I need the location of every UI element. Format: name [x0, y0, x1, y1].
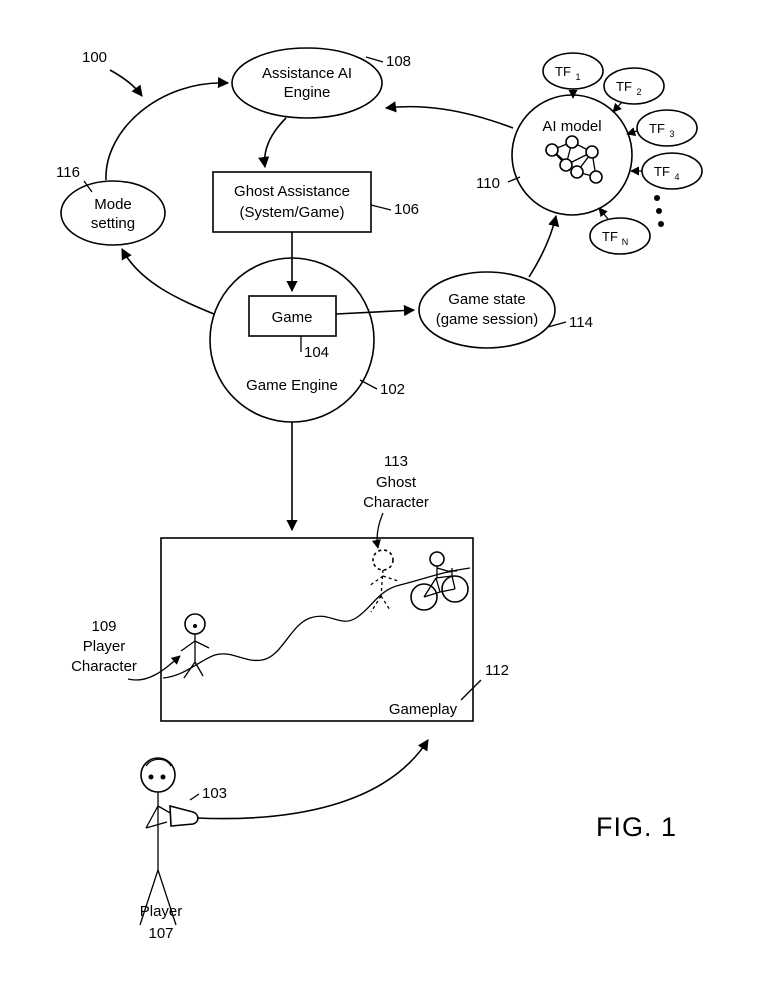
edge-game-engine-to-mode	[122, 249, 214, 314]
ref-116: 116	[56, 164, 80, 181]
node-game-state	[419, 272, 555, 348]
ai-model-label: AI model	[542, 118, 602, 135]
tf-1-base: TF	[555, 64, 571, 79]
game-state-label-line1: Game state	[448, 291, 526, 308]
ghost-character-label-line2: Character	[363, 494, 429, 511]
node-ghost-assistance	[213, 172, 371, 232]
ref-112: 112	[485, 662, 509, 679]
ref-103: 103	[202, 785, 228, 802]
training-feature-2	[604, 68, 664, 104]
ellipsis-dots	[654, 195, 664, 227]
ref-106-leader	[371, 205, 391, 210]
edge-controller-to-gameplay	[197, 740, 428, 819]
mode-setting-label-line1: Mode	[94, 196, 132, 213]
ref-102: 102	[380, 381, 406, 398]
edge-ai-model-to-assistance	[386, 107, 513, 128]
training-feature-1	[543, 53, 603, 89]
ref-104: 104	[304, 344, 330, 361]
game-label: Game	[271, 309, 313, 326]
edge-assistance-to-ghost	[265, 118, 286, 167]
edge-game-state-to-ai-model	[529, 216, 556, 277]
tf-1-sub: 1	[575, 72, 581, 82]
tf-3-base: TF	[649, 121, 665, 136]
controller-shape	[170, 806, 198, 826]
node-ai-model	[512, 95, 632, 215]
ref-108-leader	[366, 57, 383, 62]
training-feature-3	[637, 110, 697, 146]
training-feature-4	[642, 153, 702, 189]
assistance-ai-label-line2: Engine	[283, 84, 331, 101]
player-character-label-line2: Character	[71, 658, 137, 675]
ref-113: 113	[384, 453, 408, 470]
edge-tf2-to-ai	[613, 102, 622, 112]
tf-2-sub: 2	[636, 87, 642, 97]
node-gameplay-screen	[161, 538, 473, 721]
tf-4-sub: 4	[674, 172, 680, 182]
tf-4-base: TF	[654, 164, 670, 179]
player-label: Player	[139, 903, 183, 920]
player-figure	[140, 758, 176, 925]
assistance-ai-label-line1: Assistance AI	[261, 65, 353, 82]
ref-108: 108	[386, 53, 412, 70]
ref-102-leader	[360, 380, 377, 389]
tf-2-base: TF	[616, 79, 632, 94]
tf-3-sub: 3	[669, 129, 675, 139]
ref-110: 110	[476, 175, 500, 192]
mode-setting-label-line2: setting	[90, 215, 136, 232]
ref-106: 106	[394, 201, 420, 218]
ref-103-leader	[190, 794, 199, 800]
edge-tf3-to-ai	[627, 131, 637, 134]
game-state-label-line2: (game session)	[435, 311, 539, 328]
game-engine-label: Game Engine	[246, 377, 338, 394]
ref-100-leader	[110, 70, 142, 96]
node-assistance-ai-engine	[232, 48, 382, 118]
gameplay-label: Gameplay	[388, 701, 458, 718]
edge-mode-to-assistance	[106, 83, 228, 180]
training-feature-n	[590, 218, 650, 254]
player-character-label-line1: Player	[82, 638, 126, 655]
ghost-assistance-label-line2: (System/Game)	[239, 204, 345, 221]
ghost-assistance-label-line1: Ghost Assistance	[234, 183, 350, 200]
tf-n-base: TF	[602, 229, 618, 244]
ghost-character-label-line1: Ghost	[375, 474, 417, 491]
figure-title: FIG. 1	[595, 812, 677, 842]
node-mode-setting	[61, 181, 165, 245]
ref-107: 107	[148, 925, 174, 942]
tf-n-sub: N	[621, 237, 629, 247]
edge-tfn-to-ai	[599, 208, 608, 219]
ref-114: 114	[569, 314, 593, 331]
ref-109: 109	[91, 618, 117, 635]
ref-100: 100	[82, 49, 108, 66]
